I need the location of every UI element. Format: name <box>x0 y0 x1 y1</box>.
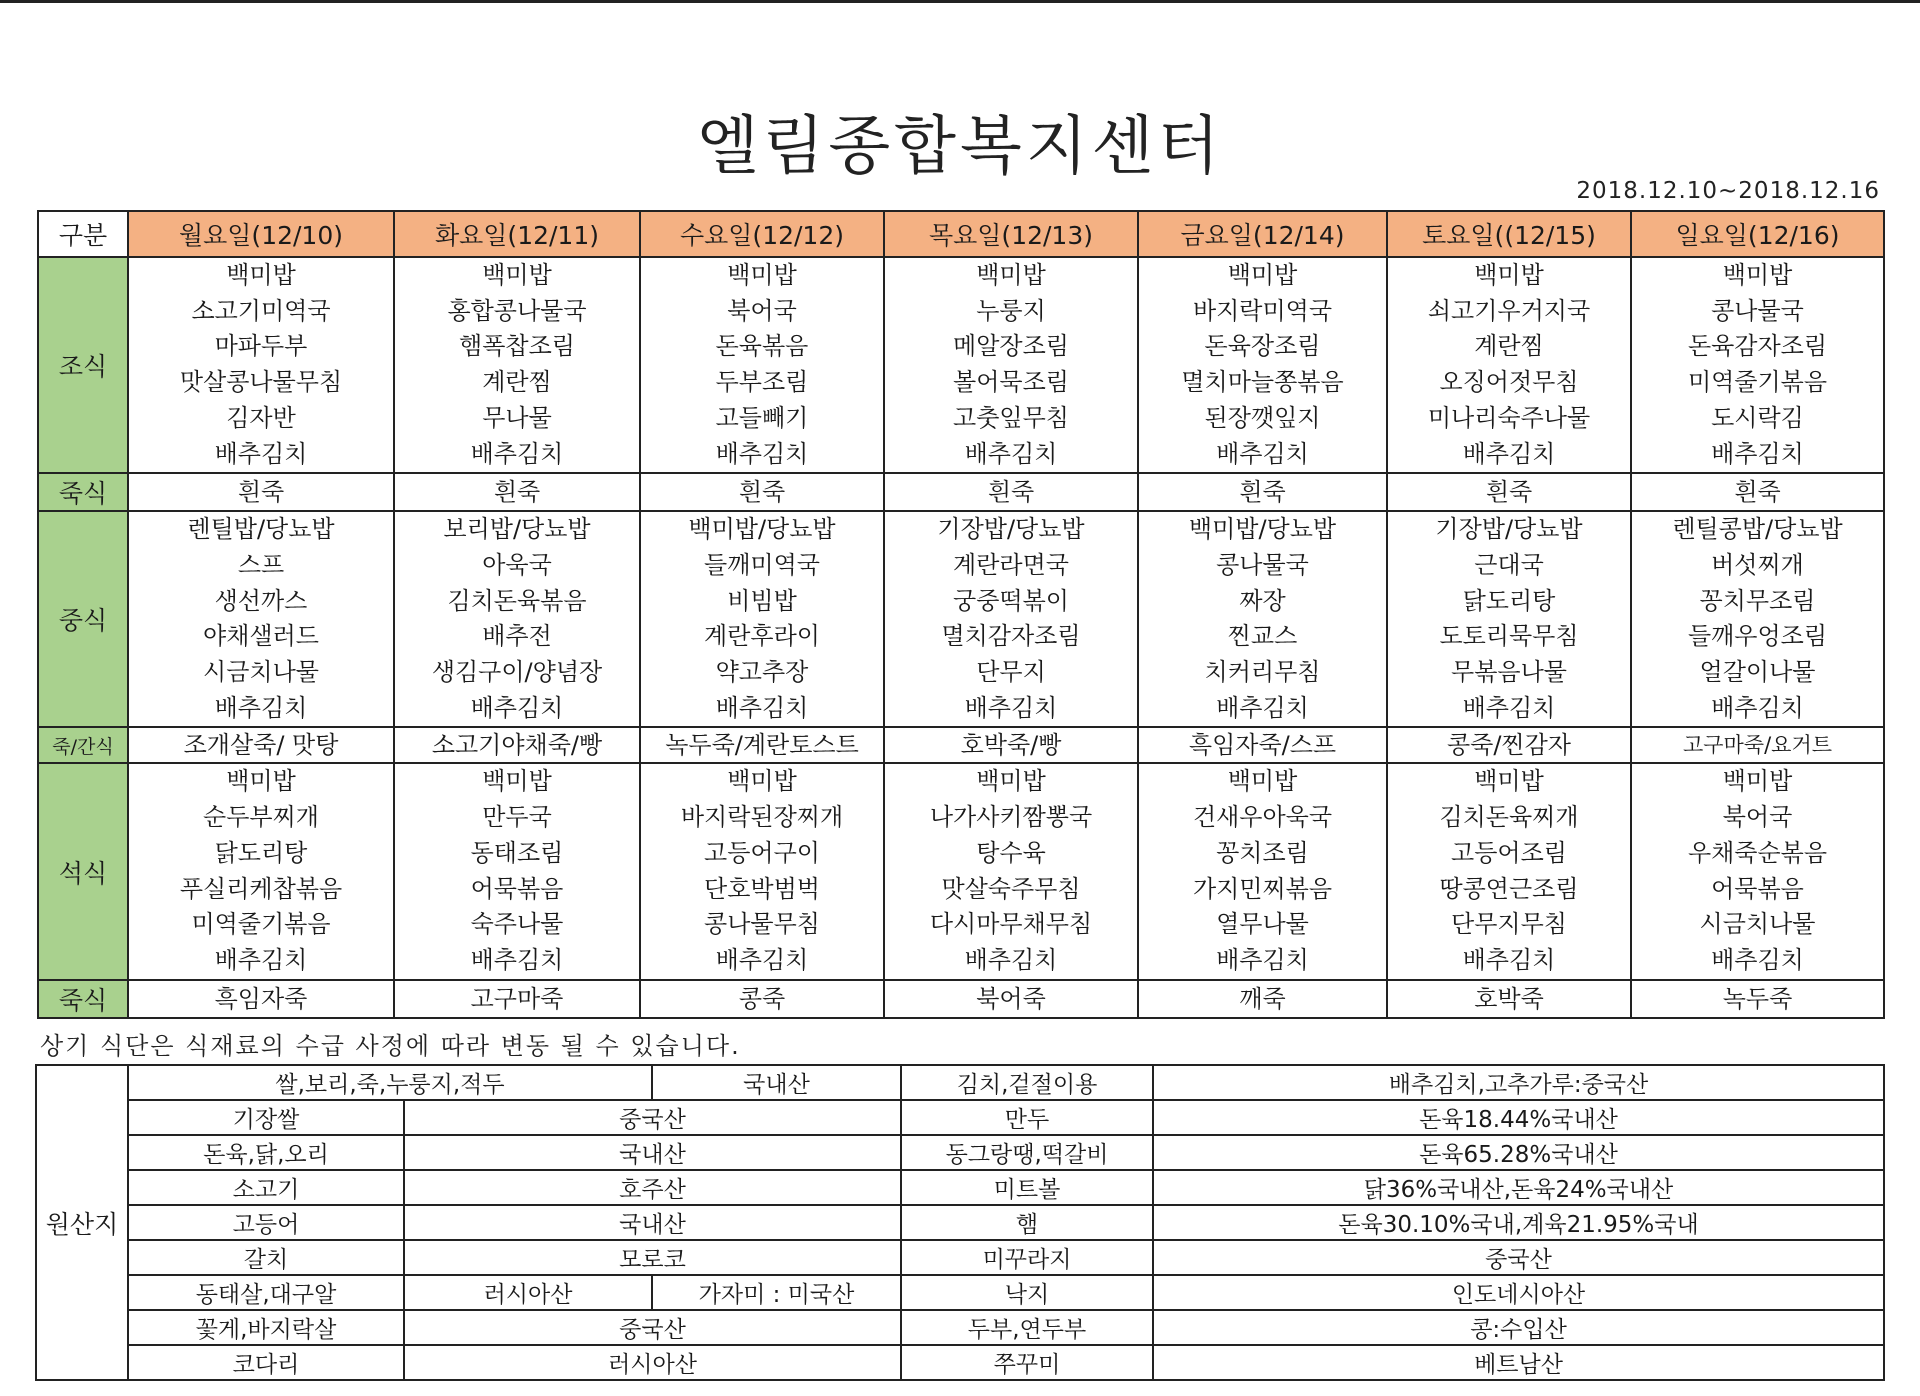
menu-cell: 소고기야채죽/빵 <box>394 727 640 763</box>
menu-item: 미역줄기볶음 <box>1687 368 1828 397</box>
menu-item: 단무지무침 <box>1451 910 1567 939</box>
origin-country: 국내산 <box>652 1065 901 1100</box>
menu-item: 바지락미역국 <box>1192 296 1333 325</box>
origin-country: 중국산 <box>404 1100 901 1135</box>
menu-item: 배추김치 <box>1711 693 1804 722</box>
origin-ingredient: 소고기 <box>128 1170 404 1205</box>
menu-item: 배추김치 <box>964 439 1058 468</box>
menu-item: 도시락김 <box>1711 403 1804 432</box>
menu-item: 소고기미역국 <box>191 296 331 325</box>
menu-cell <box>1138 511 1387 727</box>
menu-item: 마파두부 <box>214 332 308 361</box>
menu-item: 배추김치 <box>214 439 308 468</box>
menu-item: 북어국 <box>727 296 797 325</box>
menu-item: 누룽지 <box>976 296 1046 325</box>
origin-country: 호주산 <box>404 1170 901 1205</box>
menu-item: 푸실리케찹볶음 <box>179 874 343 903</box>
menu-cell: 흰죽 <box>640 473 884 511</box>
menu-item: 스프 <box>237 550 285 579</box>
menu-item: 맛살숙주무침 <box>941 874 1081 903</box>
menu-item: 백미밥/당뇨밥 <box>688 515 836 544</box>
origin-country: 가자미 : 미국산 <box>652 1275 901 1310</box>
menu-item: 바지락된장찌개 <box>680 803 844 832</box>
menu-item: 궁중떡볶이 <box>953 586 1069 615</box>
menu-header-row <box>38 211 1884 257</box>
origin-row <box>36 1065 1884 1100</box>
origin-country: 러시아산 <box>404 1275 652 1310</box>
menu-cell <box>394 511 640 727</box>
menu-item: 숙주나물 <box>470 910 564 939</box>
origin-ingredient: 낙지 <box>901 1275 1153 1310</box>
menu-cell <box>128 511 394 727</box>
menu-item: 계란라면국 <box>953 550 1069 579</box>
menu-item: 배추김치 <box>964 693 1058 722</box>
menu-item: 우채죽순볶음 <box>1687 838 1828 867</box>
dinner-row <box>38 763 1884 979</box>
menu-item: 어묵볶음 <box>470 874 564 903</box>
menu-item: 볼어묵조림 <box>953 368 1069 397</box>
menu-cell: 흑임자죽 <box>128 980 394 1018</box>
menu-item: 비빔밥 <box>727 586 797 615</box>
menu-cell <box>884 257 1138 473</box>
date-range: 2018.12.10~2018.12.16 <box>1576 178 1880 204</box>
menu-item: 배추김치 <box>1216 945 1309 974</box>
menu-cell: 호박죽 <box>1387 980 1631 1018</box>
day-header-thu: 목요일(12/13) <box>884 211 1138 257</box>
menu-item: 무볶음나물 <box>1451 658 1567 687</box>
menu-item: 배추김치 <box>470 945 564 974</box>
origin-ingredient: 동태살,대구알 <box>128 1275 404 1310</box>
menu-item: 김치돈육찌개 <box>1439 803 1579 832</box>
menu-item: 김치돈육볶음 <box>447 586 587 615</box>
menu-cell <box>1631 763 1884 979</box>
menu-cell: 콩죽/찐감자 <box>1387 727 1631 763</box>
menu-item: 된장깻잎지 <box>1204 403 1321 432</box>
menu-item: 배추김치 <box>1711 439 1804 468</box>
menu-item: 열무나물 <box>1216 910 1309 939</box>
menu-item: 야채샐러드 <box>203 622 319 651</box>
origin-ingredient: 햄 <box>901 1205 1153 1240</box>
origin-ingredient: 코다리 <box>128 1345 404 1380</box>
menu-cell <box>1387 257 1631 473</box>
menu-item: 배추김치 <box>1711 945 1804 974</box>
menu-item: 백미밥 <box>1474 261 1544 289</box>
menu-item: 아욱국 <box>482 550 552 579</box>
menu-item: 꽁치무조림 <box>1699 586 1816 615</box>
meal-label-lunch: 중식 <box>38 511 128 727</box>
origin-ingredient: 기장쌀 <box>128 1100 404 1135</box>
menu-cell: 고구마죽/요거트 <box>1631 727 1884 763</box>
menu-cell <box>1387 763 1631 979</box>
menu-item: 백미밥 <box>976 261 1046 289</box>
day-header-tue: 화요일(12/11) <box>394 211 640 257</box>
menu-item: 돈육감자조림 <box>1687 332 1828 361</box>
menu-item: 배추김치 <box>214 945 308 974</box>
origin-country: 중국산 <box>404 1310 901 1345</box>
menu-cell: 녹두죽/계란토스트 <box>640 727 884 763</box>
meal-label-porridge: 죽식 <box>38 473 128 511</box>
origin-ingredient: 고등어 <box>128 1205 404 1240</box>
menu-item: 보리밥/당뇨밥 <box>443 515 591 544</box>
menu-item: 무나물 <box>482 403 552 432</box>
menu-cell: 녹두죽 <box>1631 980 1884 1018</box>
menu-item: 백미밥 <box>1227 261 1298 289</box>
menu-item: 배추김치 <box>1462 945 1556 974</box>
menu-item: 백미밥 <box>226 767 296 796</box>
menu-item: 치커리무침 <box>1204 658 1321 687</box>
menu-item: 백미밥 <box>976 767 1046 796</box>
meal-label-porridge: 죽식 <box>38 980 128 1018</box>
menu-cell: 호박죽/빵 <box>884 727 1138 763</box>
origin-ingredient: 쌀,보리,죽,누룽지,적두 <box>128 1065 652 1100</box>
page-title: 엘림종합복지센터 <box>696 110 1224 184</box>
menu-cell <box>1387 511 1631 727</box>
lunch-row <box>38 511 1884 727</box>
menu-item: 백미밥 <box>727 767 797 796</box>
menu-item: 배추김치 <box>470 693 564 722</box>
menu-item: 땅콩연근조림 <box>1439 874 1579 903</box>
menu-item: 계란찜 <box>482 368 552 397</box>
menu-cell <box>884 763 1138 979</box>
menu-item: 렌틸콩밥/당뇨밥 <box>1672 515 1843 544</box>
menu-item: 쇠고기우거지국 <box>1427 296 1591 325</box>
menu-item: 닭도리탕 <box>214 838 308 867</box>
origin-ingredient: 쭈꾸미 <box>901 1345 1153 1380</box>
origin-ingredient: 꽃게,바지락살 <box>128 1310 404 1345</box>
menu-item: 닭도리탕 <box>1462 586 1556 615</box>
menu-item: 근대국 <box>1474 550 1544 579</box>
menu-cell: 북어죽 <box>884 980 1138 1018</box>
origin-country: 국내산 <box>404 1205 901 1240</box>
origin-country: 닭36%국내산,돈육24%국내산 <box>1153 1170 1884 1205</box>
menu-item: 기장밥/당뇨밥 <box>1435 515 1583 544</box>
menu-item: 어묵볶음 <box>1711 874 1804 903</box>
menu-cell <box>1138 763 1387 979</box>
menu-item: 오징어젓무침 <box>1439 368 1579 397</box>
menu-item: 백미밥 <box>1722 261 1793 289</box>
origin-ingredient: 돈육,닭,오리 <box>128 1135 404 1170</box>
menu-cell <box>1631 511 1884 727</box>
origin-ingredient: 김치,겉절이용 <box>901 1065 1153 1100</box>
menu-cell <box>1138 257 1387 473</box>
menu-item: 계란찜 <box>1474 332 1544 361</box>
menu-cell <box>128 257 394 473</box>
origin-country: 국내산 <box>404 1135 901 1170</box>
menu-item: 생선까스 <box>214 586 308 615</box>
menu-cell: 흰죽 <box>1138 473 1387 511</box>
menu-cell <box>394 257 640 473</box>
menu-item: 순두부찌개 <box>203 803 319 832</box>
menu-item: 백미밥 <box>1474 767 1544 796</box>
menu-cell <box>1631 257 1884 473</box>
day-header-mon: 월요일(12/10) <box>128 211 394 257</box>
menu-cell <box>884 511 1138 727</box>
origin-row <box>36 1135 1884 1170</box>
menu-item: 만두국 <box>482 803 552 832</box>
origin-ingredient: 미꾸라지 <box>901 1240 1153 1275</box>
menu-cell: 깨죽 <box>1138 980 1387 1018</box>
menu-item: 탕수육 <box>976 838 1046 867</box>
origin-country: 중국산 <box>1153 1240 1884 1275</box>
menu-cell: 조개살죽/ 맛탕 <box>128 727 394 763</box>
porridge-row-1 <box>38 473 1884 511</box>
menu-item: 백미밥 <box>1227 767 1298 796</box>
origin-country: 돈육18.44%국내산 <box>1153 1100 1884 1135</box>
menu-item: 꽁치조림 <box>1216 838 1309 867</box>
menu-item: 계란후라이 <box>704 622 820 651</box>
menu-item: 멸치감자조림 <box>941 622 1081 651</box>
origin-row <box>36 1345 1884 1380</box>
menu-item: 미역줄기볶음 <box>191 910 331 939</box>
origin-ingredient: 만두 <box>901 1100 1153 1135</box>
menu-item: 햄폭찹조림 <box>459 332 575 361</box>
menu-item: 배추김치 <box>1216 693 1309 722</box>
meal-label-dinner: 석식 <box>38 763 128 979</box>
menu-item: 메알장조림 <box>953 332 1069 361</box>
porridge-row-2 <box>38 980 1884 1018</box>
menu-cell: 흰죽 <box>884 473 1138 511</box>
menu-item: 콩나물국 <box>1216 550 1309 579</box>
menu-item: 배추김치 <box>1462 439 1556 468</box>
menu-item: 시금치나물 <box>203 658 319 687</box>
menu-item: 고등어구이 <box>704 838 820 867</box>
origin-country: 러시아산 <box>404 1345 901 1380</box>
menu-item: 버섯찌개 <box>1711 550 1804 579</box>
menu-item: 콩나물국 <box>1711 296 1804 325</box>
menu-item: 배추김치 <box>470 439 564 468</box>
menu-item: 백미밥 <box>226 261 296 289</box>
menu-change-notice: 상기 식단은 식재료의 수급 사정에 따라 변동 될 수 있습니다. <box>40 1032 741 1060</box>
menu-item: 백미밥 <box>482 261 552 289</box>
menu-item: 가지민찌볶음 <box>1192 874 1333 903</box>
origin-row <box>36 1275 1884 1310</box>
menu-item: 백미밥/당뇨밥 <box>1188 515 1337 544</box>
day-header-fri: 금요일(12/14) <box>1138 211 1387 257</box>
menu-item: 백미밥 <box>1722 767 1793 796</box>
menu-cell: 흑임자죽/스프 <box>1138 727 1387 763</box>
menu-item: 돈육장조림 <box>1204 332 1321 361</box>
menu-item: 배추김치 <box>964 945 1058 974</box>
menu-item: 들깨미역국 <box>704 550 820 579</box>
menu-item: 기장밥/당뇨밥 <box>937 515 1085 544</box>
menu-cell: 흰죽 <box>394 473 640 511</box>
menu-item: 맛살콩나물무침 <box>179 368 343 397</box>
menu-item: 배추전 <box>482 622 552 651</box>
menu-item: 찐교스 <box>1227 622 1298 651</box>
origin-country: 베트남산 <box>1153 1345 1884 1380</box>
menu-item: 렌틸밥/당뇨밥 <box>187 515 335 544</box>
origin-row <box>36 1310 1884 1345</box>
origin-country: 콩:수입산 <box>1153 1310 1884 1345</box>
menu-item: 배추김치 <box>1216 439 1309 468</box>
origin-ingredient: 미트볼 <box>901 1170 1153 1205</box>
menu-item: 배추김치 <box>715 439 809 468</box>
menu-item: 단호박범벅 <box>704 874 820 903</box>
day-header-sat: 토요일((12/15) <box>1387 211 1631 257</box>
origin-country: 배추김치,고추가루:중국산 <box>1153 1065 1884 1100</box>
origin-label: 원산지 <box>36 1065 128 1380</box>
menu-item: 동태조림 <box>470 838 564 867</box>
menu-cell <box>640 511 884 727</box>
origin-country: 돈육65.28%국내산 <box>1153 1135 1884 1170</box>
menu-item: 미나리숙주나물 <box>1427 403 1591 432</box>
menu-item: 도토리묵무침 <box>1439 622 1579 651</box>
menu-cell: 고구마죽 <box>394 980 640 1018</box>
menu-item: 얼갈이나물 <box>1699 658 1816 687</box>
menu-item: 다시마무채무침 <box>929 910 1093 939</box>
menu-item: 멸치마늘쫑볶음 <box>1181 368 1344 397</box>
menu-item: 김자반 <box>226 403 296 432</box>
menu-item: 들깨우엉조림 <box>1687 622 1828 651</box>
menu-item: 홍합콩나물국 <box>447 296 587 325</box>
menu-item: 배추김치 <box>214 693 308 722</box>
menu-item: 돈육볶음 <box>715 332 809 361</box>
day-header-wed: 수요일(12/12) <box>640 211 884 257</box>
menu-item: 건새우아욱국 <box>1192 803 1333 832</box>
breakfast-row <box>38 257 1884 473</box>
menu-cell: 흰죽 <box>1387 473 1631 511</box>
menu-item: 백미밥 <box>727 261 797 289</box>
menu-cell: 흰죽 <box>1631 473 1884 511</box>
menu-item: 단무지 <box>976 658 1046 687</box>
menu-item: 고들빼기 <box>715 403 809 432</box>
menu-cell <box>640 257 884 473</box>
menu-item: 나가사키짬뽕국 <box>929 803 1093 832</box>
origin-table <box>35 1064 1885 1381</box>
menu-item: 짜장 <box>1239 586 1286 615</box>
menu-item: 북어국 <box>1722 803 1793 832</box>
top-border-line <box>0 0 1920 3</box>
menu-cell: 흰죽 <box>128 473 394 511</box>
menu-item: 콩나물무침 <box>704 910 820 939</box>
menu-item: 백미밥 <box>482 767 552 796</box>
menu-item: 배추김치 <box>1462 693 1556 722</box>
origin-ingredient: 동그랑땡,떡갈비 <box>901 1135 1153 1170</box>
origin-row <box>36 1240 1884 1275</box>
origin-row <box>36 1170 1884 1205</box>
menu-item: 고등어조림 <box>1451 838 1567 867</box>
origin-country: 인도네시아산 <box>1153 1275 1884 1310</box>
menu-item: 배추김치 <box>715 945 809 974</box>
weekly-menu-table <box>37 210 1885 1019</box>
menu-cell <box>128 763 394 979</box>
origin-row <box>36 1205 1884 1240</box>
meal-label-snack: 죽/간식 <box>38 727 128 763</box>
gubun-header: 구분 <box>38 211 128 257</box>
menu-item: 고춧잎무침 <box>953 403 1069 432</box>
menu-item: 두부조림 <box>715 368 809 397</box>
meal-label-breakfast: 조식 <box>38 257 128 473</box>
origin-row <box>36 1100 1884 1135</box>
origin-ingredient: 갈치 <box>128 1240 404 1275</box>
menu-item: 시금치나물 <box>1699 910 1816 939</box>
menu-item: 약고추장 <box>715 658 809 687</box>
origin-country: 모로코 <box>404 1240 901 1275</box>
origin-ingredient: 두부,연두부 <box>901 1310 1153 1345</box>
origin-country: 돈육30.10%국내,계육21.95%국내 <box>1153 1205 1884 1240</box>
menu-cell: 콩죽 <box>640 980 884 1018</box>
day-header-sun: 일요일(12/16) <box>1631 211 1884 257</box>
snack-row <box>38 727 1884 763</box>
menu-item: 배추김치 <box>715 693 809 722</box>
menu-cell <box>394 763 640 979</box>
menu-item: 생김구이/양념장 <box>431 658 603 687</box>
menu-cell <box>640 763 884 979</box>
